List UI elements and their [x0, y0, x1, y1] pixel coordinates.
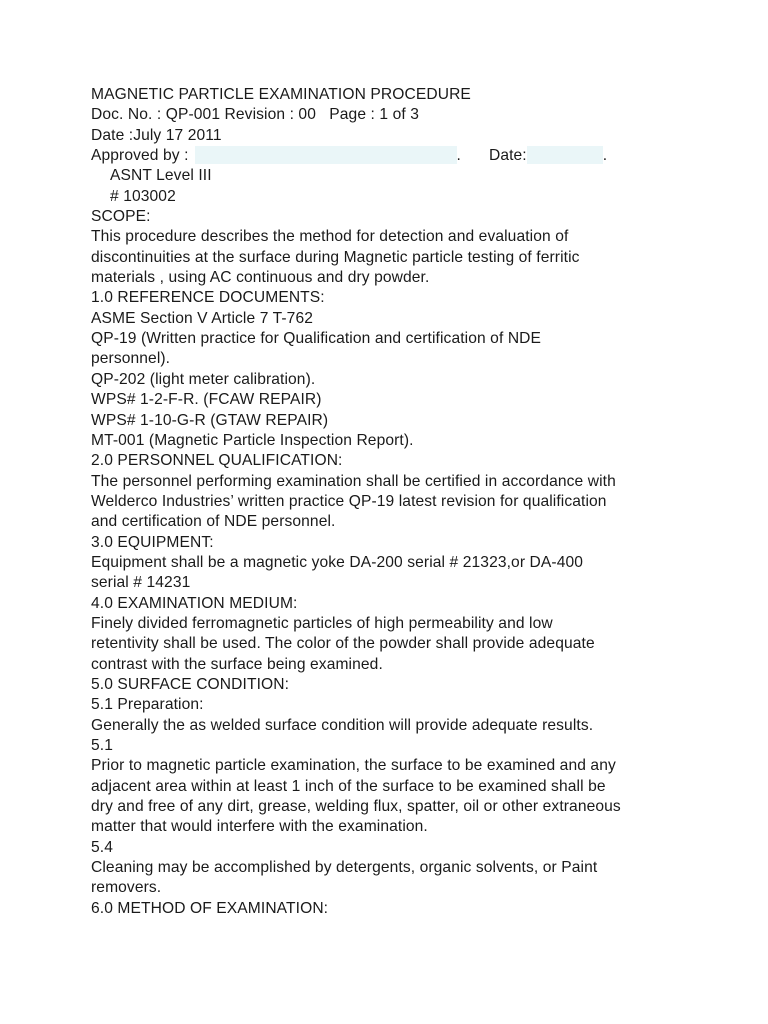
medium-heading: 4.0 EXAMINATION MEDIUM: — [91, 594, 298, 612]
surface-text-line: dry and free of any dirt, grease, welding flux, spatter, oil or other extraneous — [91, 798, 621, 816]
references-heading: 1.0 REFERENCE DOCUMENTS: — [91, 289, 325, 307]
reference-line: personnel). — [91, 350, 171, 368]
reference-line: WPS# 1-10-G-R (GTAW REPAIR) — [91, 411, 329, 429]
scope-text-line: This procedure describes the method for detection and evaluation of — [91, 228, 569, 246]
reference-line: ASME Section V Article 7 T-762 — [91, 309, 313, 327]
approved-label: Approved by : — [91, 147, 189, 165]
medium-text-line: Finely divided ferromagnetic particles of high permeability and low — [91, 614, 553, 632]
surface-text-line: matter that would interfere with the examination. — [91, 818, 428, 836]
medium-text-line: retentivity shall be used. The color of the powder shall provide adequate — [91, 635, 595, 653]
surface-text-line: Cleaning may be accomplished by detergents, organic solvents, or Paint — [91, 859, 598, 877]
date-field[interactable] — [527, 146, 603, 164]
reference-line: MT-001 (Magnetic Particle Inspection Report). — [91, 431, 414, 449]
personnel-heading: 2.0 PERSONNEL QUALIFICATION: — [91, 452, 343, 470]
approval-line — [91, 146, 711, 166]
document-title: MAGNETIC PARTICLE EXAMINATION PROCEDURE — [91, 86, 471, 103]
doc-number-line: Doc. No. : QP-001 Revision : 00 Page : 1 of 3 — [91, 106, 420, 124]
surface-text-line: Prior to magnetic particle examination, the surface to be examined and any — [91, 757, 616, 775]
method-heading: 6.0 METHOD OF EXAMINATION: — [91, 899, 329, 917]
date-dot: . — [602, 147, 608, 165]
surface-sub-heading: 5.1 Preparation: — [91, 696, 204, 714]
equipment-text-line: Equipment shall be a magnetic yoke DA-200 serial # 21323,or DA-400 — [91, 553, 584, 571]
personnel-text-line: Welderco Industries’ written practice QP-19 latest revision for qualification — [91, 492, 607, 510]
surface-text-line: adjacent area within at least 1 inch of the surface to be examined shall be — [91, 777, 606, 795]
approved-by-field[interactable] — [195, 146, 457, 164]
approved-dot: . — [456, 147, 461, 165]
reference-line: QP-19 (Written practice for Qualification and certification of NDE — [91, 330, 542, 348]
equipment-heading: 3.0 EQUIPMENT: — [91, 533, 214, 551]
surface-clause-number: 5.1 — [91, 737, 113, 754]
document-body — [91, 85, 711, 919]
level-line: ASNT Level III — [110, 167, 212, 185]
reference-line: WPS# 1-2-F-R. (FCAW REPAIR) — [91, 391, 322, 409]
date-label: Date: — [488, 147, 527, 165]
equipment-text-line: serial # 14231 — [91, 574, 191, 592]
surface-text-line: Generally the as welded surface condition will provide adequate results. — [91, 716, 594, 734]
scope-heading: SCOPE: — [91, 208, 151, 226]
cert-number-line: # 103002 — [110, 187, 176, 205]
surface-text-line: removers. — [91, 879, 162, 897]
personnel-text-line: The personnel performing examination shall be certified in accordance with — [91, 472, 616, 490]
date-line: Date :July 17 2011 — [91, 126, 222, 144]
reference-line: QP-202 (light meter calibration). — [91, 370, 316, 388]
scope-text-line: discontinuities at the surface during Magnetic particle testing of ferritic — [91, 248, 580, 266]
surface-heading: 5.0 SURFACE CONDITION: — [91, 675, 290, 693]
medium-text-line: contrast with the surface being examined. — [91, 655, 383, 673]
scope-text-line: materials , using AC continuous and dry powder. — [91, 269, 430, 287]
personnel-text-line: and certification of NDE personnel. — [91, 513, 336, 531]
surface-clause-number: 5.4 — [91, 838, 113, 856]
